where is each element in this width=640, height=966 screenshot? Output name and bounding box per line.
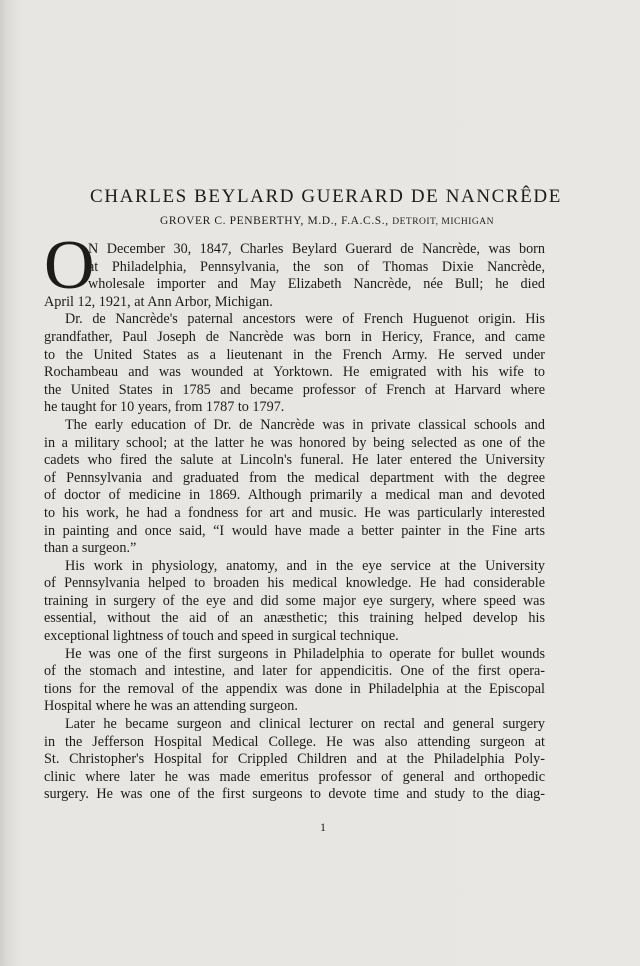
text-line: he taught for 10 years, from 1787 to 1797. [44,399,285,416]
text-line: surgery. He was one of the first surgeons to devote time and study to the diag- [44,786,545,803]
text-line: St. Christopher's Hospital for Crippled Children and at the Philadelphia Poly- [44,751,545,768]
text-line: essential, without the aid of an anæsthetic; this training helped develop his [44,610,545,627]
text-line: in a military school; at the latter he was honored by being selected as one of the [44,434,545,451]
text-line: to the United States as a lieutenant in the French Army. He served under [44,346,545,363]
text-line: N December 30, 1847, Charles Beylard Guerard de Nancrède, was born [88,241,545,257]
text-line: Rochambeau and was wounded at Yorktown. He emigrated with his wife to [44,364,545,381]
drop-cap: O [44,227,95,304]
text-line: of doctor of medicine in 1869. Although primarily a medical man and devoted [44,487,545,504]
article-title: CHARLES BEYLARD GUERARD DE NANCRÊDE [90,186,562,207]
text-line: He was one of the first surgeons in Philadelphia to operate for bullet wounds [65,645,545,662]
text-line: of Pennsylvania and graduated from the medical department with the degree [44,469,545,486]
text-line: His work in physiology, anatomy, and in the eye service at the University [65,557,545,574]
text-line: than a surgeon.” [44,540,137,557]
text-line: grandfather, Paul Joseph de Nancrède was born in Hericy, France, and came [44,328,545,345]
text-line: at Philadelphia, Pennsylvania, the son of Thomas Dixie Nancrède, [88,258,545,275]
text-line: wholesale importer and May Elizabeth Nancrède, née Bull; he died [88,276,545,293]
text-line: tions for the removal of the appendix was done in Philadelphia at the Episcopal [44,680,545,697]
text-line: of the stomach and intestine, and later for appendicitis. One of the first opera- [44,663,545,680]
text-line: to his work, he had a fondness for art and music. He was particularly interested [44,504,545,521]
text-line: April 12, 1921, at Ann Arbor, Michigan. [44,293,273,310]
text-line: exceptional lightness of touch and speed in surgical technique. [44,628,399,645]
text-line: the United States in 1785 and became professor of French at Harvard where [44,381,545,398]
page-number: 1 [320,820,326,834]
author-name: GROVER C. PENBERTHY, M.D., F.A.C.S., [160,215,393,227]
text-line: training in surgery of the eye and did some major eye surgery, where speed was [44,592,545,609]
article-body [44,241,545,804]
text-line: The early education of Dr. de Nancrède was in private classical schools and [65,416,545,433]
text-line: Dr. de Nancrède's paternal ancestors were of French Huguenot origin. His [65,311,545,328]
text-line: Later he became surgeon and clinical lecturer on rectal and general surgery [65,716,545,733]
text-line: clinic where later he was made emeritus professor of general and orthopedic [44,768,545,785]
text-line: cadets who fired the salute at Lincoln's funeral. He later entered the University [44,452,545,469]
author-byline [0,215,640,227]
text-line: Hospital where he was an attending surgeon. [44,698,298,715]
text-line: of Pennsylvania helped to broaden his medical knowledge. He had considerable [44,575,545,592]
author-location: DETROIT, MICHIGAN [392,217,494,227]
text-line: in the Jefferson Hospital Medical College. He was also attending surgeon at [44,733,545,750]
text-line: in painting and once said, “I would have made a better painter in the Fine arts [44,522,545,539]
